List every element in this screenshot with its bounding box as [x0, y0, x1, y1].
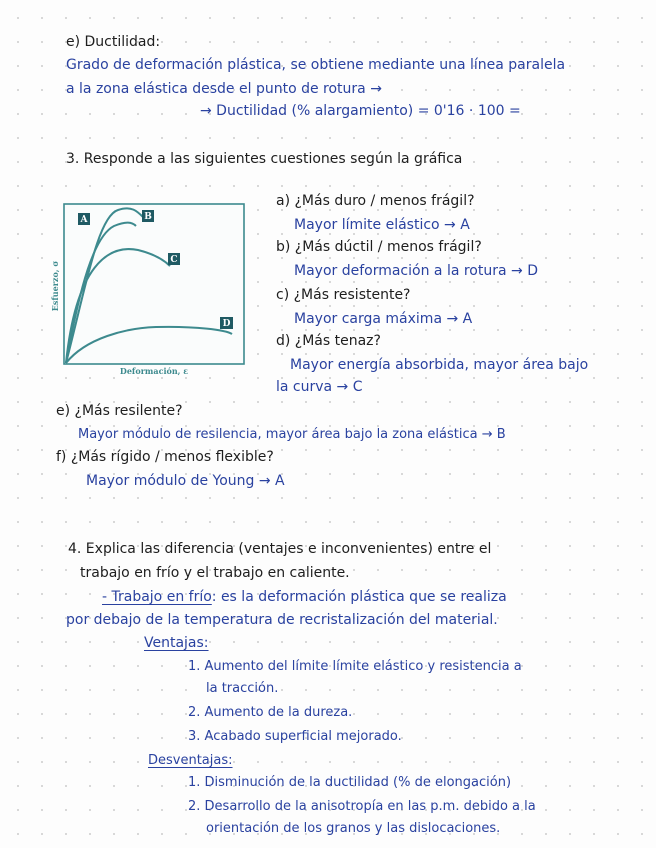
- cold-work-label: - Trabajo en frío: [102, 589, 212, 605]
- q3-title: 3. Responde a las siguientes cuestiones según la gráfica: [66, 151, 463, 167]
- curve-label-b: [142, 210, 154, 222]
- q3d-question: d) ¿Más tenaz?: [276, 333, 381, 349]
- ductility-line-2: a la zona elástica desde el punto de rotura →: [66, 81, 382, 97]
- ventaja-item-1-cont: la tracción.: [206, 681, 279, 696]
- q3b-question: b) ¿Más dúctil / menos frágil?: [276, 239, 482, 255]
- desventaja-item-2: 2. Desarrollo de la anisotropía en las p.m. debido a la: [188, 799, 536, 814]
- stress-strain-graph: [46, 196, 250, 380]
- q3c-answer: Mayor carga máxima → A: [294, 311, 473, 327]
- ventajas-heading: Ventajas:: [144, 635, 209, 651]
- ductility-line-3: → Ductilidad (% alargamiento) = 0'16 · 100 =: [200, 103, 521, 119]
- q3e-answer: Mayor módulo de resilencia, mayor área bajo la zona elástica → B: [78, 427, 506, 442]
- ductility-heading: e) Ductilidad:: [66, 34, 161, 50]
- graph-frame: [64, 204, 244, 364]
- cold-work-definition: [102, 588, 507, 606]
- q3e-question: e) ¿Más resilente?: [56, 403, 183, 419]
- ventaja-item-3: 3. Acabado superficial mejorado.: [188, 729, 402, 744]
- q4-title-line-2: trabajo en frío y el trabajo en caliente.: [80, 565, 350, 581]
- q3d-answer: Mayor energía absorbida, mayor área bajo: [290, 357, 589, 373]
- cold-work-definition-rest: : es la deformación plástica que se realiza: [211, 589, 507, 605]
- q3a-answer: Mayor límite elástico → A: [294, 217, 470, 233]
- ventaja-item-2: 2. Aumento de la dureza.: [188, 705, 353, 720]
- graph-y-label: Esfuerzo, σ: [50, 260, 60, 312]
- q3d-answer-cont: la curva → C: [276, 379, 363, 395]
- curve-label-c: [168, 253, 180, 265]
- svg-text:D: D: [222, 319, 231, 329]
- ventaja-item-1: 1. Aumento del límite límite elástico y resistencia a: [188, 659, 522, 674]
- ductility-line-1: Grado de deformación plástica, se obtiene mediante una línea paralela: [66, 57, 566, 73]
- q4-title-line-1: 4. Explica las diferencia (ventajes e inconvenientes) entre el: [68, 541, 492, 557]
- svg-text:B: B: [144, 212, 152, 222]
- desventajas-heading: Desventajas:: [148, 753, 233, 768]
- desventaja-item-2-cont: orientación de los granos y las dislocaciones.: [206, 821, 501, 836]
- desventaja-item-1: 1. Disminución de la ductilidad (% de elongación): [188, 775, 512, 790]
- svg-text:A: A: [80, 215, 88, 225]
- svg-text:C: C: [170, 255, 178, 265]
- q3f-question: f) ¿Más rígido / menos flexible?: [56, 449, 274, 465]
- q3a-question: a) ¿Más duro / menos frágil?: [276, 193, 475, 209]
- cold-work-definition-line-2: por debajo de la temperatura de recristalización del material.: [66, 612, 498, 628]
- q3f-answer: Mayor módulo de Young → A: [86, 473, 285, 489]
- curve-label-a: [78, 213, 90, 225]
- curve-label-d: [220, 317, 233, 329]
- q3b-answer: Mayor deformación a la rotura → D: [294, 263, 538, 279]
- q3c-question: c) ¿Más resistente?: [276, 287, 411, 303]
- graph-x-label: Deformación, ε: [119, 366, 189, 376]
